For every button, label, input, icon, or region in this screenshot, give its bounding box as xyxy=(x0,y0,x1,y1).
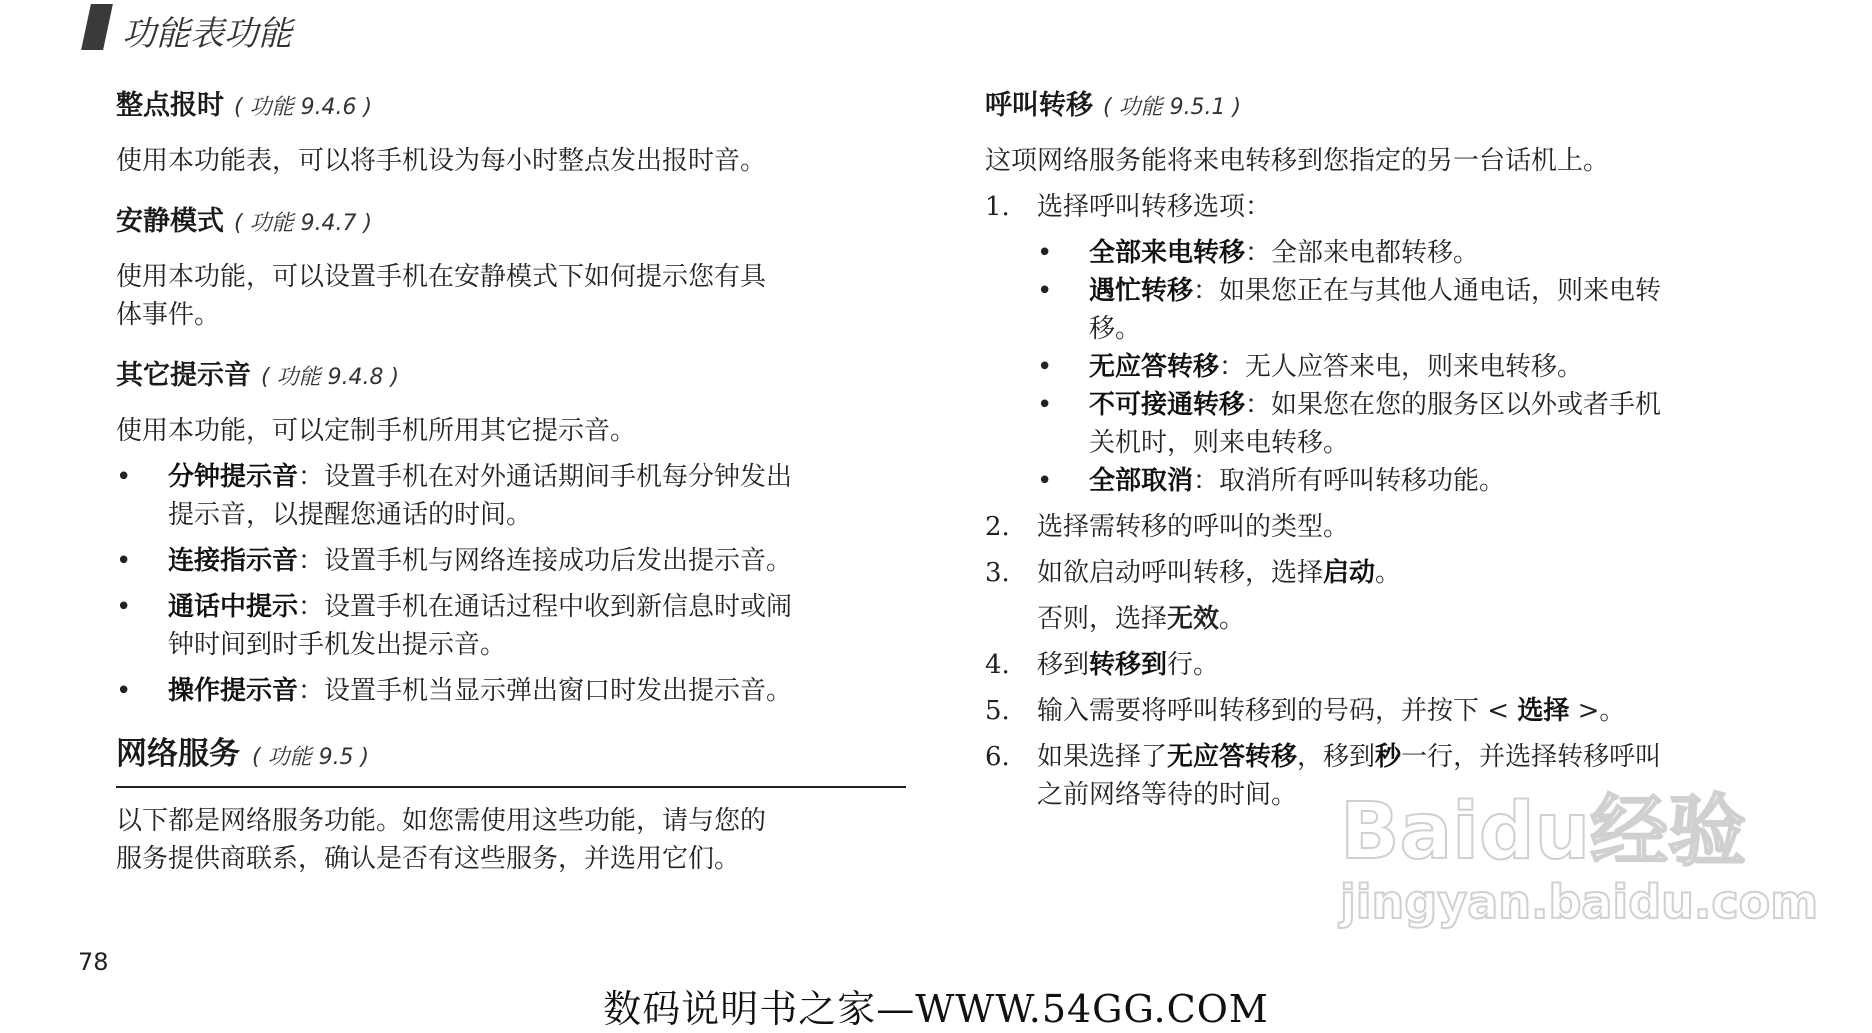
step-item xyxy=(985,508,1785,546)
bullet-icon: • xyxy=(1037,466,1053,496)
section-title: 网络服务 xyxy=(116,736,240,772)
bullet-icon: • xyxy=(116,546,132,576)
item-term: 连接指示音 xyxy=(168,546,299,576)
step-text: >。 xyxy=(1569,696,1626,726)
list-item xyxy=(116,588,906,664)
page-header-title: 功能表功能 xyxy=(122,14,292,54)
body-line: 以下都是网络服务功能。如您需使用这些功能，请与您的 xyxy=(116,806,767,836)
step-text: 一行，并选择转移呼叫 xyxy=(1401,742,1662,772)
list-item xyxy=(116,542,906,580)
item-text: ：设置手机当显示弹出窗口时发出提示音。 xyxy=(298,676,793,706)
section-ref: ( 功能 9.4.8 ) xyxy=(261,365,400,390)
section-title: 安静模式 xyxy=(116,206,224,237)
item-text: ：设置手机在通话过程中收到新信息时或闹 xyxy=(298,592,793,622)
step-text: 如欲启动呼叫转移，选择 xyxy=(1037,558,1324,588)
step-text: 否则，选择 xyxy=(1037,604,1168,634)
section-title: 整点报时 xyxy=(116,90,224,121)
section-body: 使用本功能，可以定制手机所用其它提示音。 xyxy=(116,416,637,446)
body-line: 使用本功能，可以设置手机在安静模式下如何提示您有具 xyxy=(116,262,767,292)
body-line: 体事件。 xyxy=(116,300,221,330)
list-item xyxy=(1037,234,1785,272)
step-item xyxy=(985,188,1785,226)
item-term: 遇忙转移 xyxy=(1089,276,1194,306)
section-heading-hourly-chime xyxy=(116,86,906,128)
section-title: 其它提示音 xyxy=(116,360,251,391)
step-number: 4. xyxy=(985,650,1010,680)
item-text: 移。 xyxy=(1089,314,1142,344)
bullet-icon: • xyxy=(116,592,132,622)
section-title: 呼叫转移 xyxy=(985,90,1093,121)
bullet-icon: • xyxy=(1037,276,1053,306)
watermark-logo: Baidu经验 xyxy=(1340,787,1747,877)
step-continuation xyxy=(985,600,1785,638)
body-line: 服务提供商联系，确认是否有这些服务，并选用它们。 xyxy=(116,844,741,874)
item-text: ：无人应答来电，则来电转移。 xyxy=(1219,352,1584,382)
step-keyword: 选择 xyxy=(1517,696,1570,726)
right-column xyxy=(985,86,1785,814)
list-item xyxy=(1037,272,1785,348)
item-text: 提示音，以提醒您通话的时间。 xyxy=(168,500,533,530)
item-term: 操作提示音 xyxy=(168,676,299,706)
bullet-icon: • xyxy=(116,676,132,706)
item-term: 分钟提示音 xyxy=(168,462,299,492)
item-text: 钟时间到时手机发出提示音。 xyxy=(168,630,507,660)
bullet-icon: • xyxy=(1037,390,1053,420)
item-text: ：如果您正在与其他人通电话，则来电转 xyxy=(1193,276,1662,306)
list-item xyxy=(116,458,906,534)
step-text: 选择需转移的呼叫的类型。 xyxy=(1037,512,1350,542)
step-item xyxy=(985,554,1785,592)
section-ref: ( 功能 9.5 ) xyxy=(252,745,370,770)
section-body: 使用本功能表，可以将手机设为每小时整点发出报时音。 xyxy=(116,146,767,176)
bullet-icon: • xyxy=(116,462,132,492)
step-keyword: 启动 xyxy=(1323,558,1376,588)
header-bar xyxy=(81,4,113,50)
step-text: 如果选择了 xyxy=(1037,742,1168,772)
item-term: 不可接通转移 xyxy=(1089,390,1246,420)
item-text: ：取消所有呼叫转移功能。 xyxy=(1193,466,1506,496)
section-ref: ( 功能 9.5.1 ) xyxy=(1103,95,1242,120)
step-keyword: 无应答转移 xyxy=(1167,742,1298,772)
section-ref: ( 功能 9.4.7 ) xyxy=(234,211,373,236)
baidu-watermark xyxy=(1340,787,1819,950)
step-text: 之前网络等待的时间。 xyxy=(1037,780,1298,810)
step-number: 6. xyxy=(985,742,1010,772)
step-number: 1. xyxy=(985,192,1010,222)
section-heading-call-divert xyxy=(985,86,1785,128)
item-text: 关机时，则来电转移。 xyxy=(1089,428,1350,458)
step-text: 行。 xyxy=(1167,650,1220,680)
step-number: 5. xyxy=(985,696,1010,726)
step-keyword: 转移到 xyxy=(1089,650,1168,680)
bullet-icon: • xyxy=(1037,352,1053,382)
item-text: ：如果您在您的服务区以外或者手机 xyxy=(1245,390,1662,420)
item-term: 通话中提示 xyxy=(168,592,299,622)
section-ref: ( 功能 9.4.6 ) xyxy=(234,95,373,120)
list-item xyxy=(116,672,906,710)
bullet-icon: • xyxy=(1037,238,1053,268)
step-item xyxy=(985,646,1785,684)
list-item xyxy=(1037,462,1785,500)
step-keyword: 秒 xyxy=(1375,742,1402,772)
step-text: 。 xyxy=(1375,558,1402,588)
step-item xyxy=(985,692,1785,730)
step-keyword: 无效 xyxy=(1167,604,1220,634)
section-body xyxy=(116,802,906,878)
step-number: 3. xyxy=(985,558,1010,588)
step-text: 。 xyxy=(1219,604,1246,634)
section-heading-other-tones xyxy=(116,356,906,398)
step-text: 输入需要将呼叫转移到的号码，并按下 < xyxy=(1037,696,1518,726)
list-item xyxy=(1037,348,1785,386)
item-text: ：设置手机与网络连接成功后发出提示音。 xyxy=(298,546,793,576)
watermark-url: jingyan.baidu.com xyxy=(1340,875,1819,929)
section-heading-network-services xyxy=(116,732,906,780)
list-item xyxy=(1037,386,1785,462)
item-text: ：全部来电都转移。 xyxy=(1245,238,1480,268)
section-heading-silent-mode xyxy=(116,202,906,244)
section-body: 这项网络服务能将来电转移到您指定的另一台话机上。 xyxy=(985,146,1610,176)
footer-banner: 数码说明书之家—WWW.54GG.COM xyxy=(603,987,1269,1031)
divert-options-list xyxy=(985,234,1785,500)
section-body xyxy=(116,258,906,334)
step-text: 移到 xyxy=(1037,650,1090,680)
page-number: 78 xyxy=(78,948,109,976)
step-number: 2. xyxy=(985,512,1010,542)
step-text: 选择呼叫转移选项： xyxy=(1037,192,1272,222)
step-text: ，移到 xyxy=(1297,742,1376,772)
item-term: 无应答转移 xyxy=(1089,352,1220,382)
item-text: ：设置手机在对外通话期间手机每分钟发出 xyxy=(298,462,793,492)
left-column xyxy=(116,86,906,878)
step-item xyxy=(985,738,1785,814)
item-term: 全部来电转移 xyxy=(1089,238,1246,268)
item-term: 全部取消 xyxy=(1089,466,1194,496)
